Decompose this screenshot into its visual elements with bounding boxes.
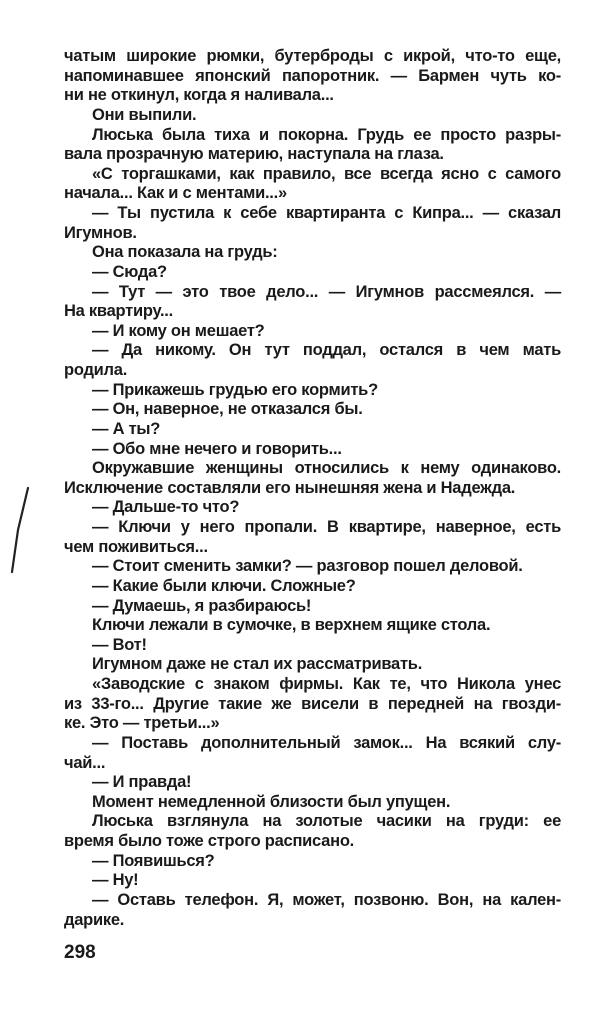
page-number: 298 bbox=[64, 942, 96, 963]
text-line: — Ну! bbox=[92, 871, 139, 890]
text-line: Момент немедленной близости был упущен. bbox=[92, 792, 451, 811]
text-line: ке. Это — третьи...» bbox=[64, 714, 220, 733]
text-line: вала прозрачную материю, наступала на глаза. bbox=[64, 145, 444, 164]
text-line: дарике. bbox=[64, 910, 125, 929]
text-line: Они выпили. bbox=[92, 105, 197, 124]
text-line: ни не откинул, когда я наливала... bbox=[64, 86, 334, 105]
text-line: напоминавшее японский папоротник. — Бармен чуть ко- bbox=[64, 66, 561, 85]
text-line: время было тоже строго расписано. bbox=[64, 832, 354, 850]
text-line: — Думаешь, я разбираюсь! bbox=[92, 596, 312, 615]
text-line: родила. bbox=[64, 361, 128, 379]
text-line: На квартиру... bbox=[64, 302, 173, 321]
text-line: — Обо мне нечего и говорить... bbox=[92, 439, 342, 458]
text-line: — Стоит сменить замки? — разговор пошел деловой. bbox=[92, 557, 523, 576]
text-line: Окружавшие женщины относились к нему одинаково. bbox=[92, 459, 561, 478]
text-line: Ключи лежали в сумочке, в верхнем ящике стола. bbox=[92, 616, 491, 635]
text-line: Игумном даже не стал их рассматривать. bbox=[92, 655, 423, 674]
text-line: Исключение составляли его нынешняя жена и Надежда. bbox=[64, 478, 516, 497]
text-line: из 33-го... Другие такие же висели в передней на гвозди- bbox=[64, 694, 561, 713]
text-line: — Какие были ключи. Сложные? bbox=[92, 576, 356, 595]
text-line: — А ты? bbox=[92, 419, 161, 438]
text-line: — Ключи у него пропали. В квартире, наверное, есть bbox=[92, 518, 561, 536]
text-line: «С торгашками, как правило, все всегда ясно с самого bbox=[92, 164, 561, 183]
text-line: — Сюда? bbox=[92, 262, 167, 281]
text-line: — Оставь телефон. Я, может, позвоню. Вон, на кален- bbox=[92, 890, 561, 909]
page-body-text bbox=[64, 47, 561, 930]
text-line: — Дальше-то что? bbox=[92, 498, 240, 517]
text-line: — Ты пустила к себе квартиранта с Кипра... — сказал bbox=[92, 204, 561, 222]
text-line: — И правда! bbox=[92, 773, 192, 792]
text-line: — Да никому. Он тут поддал, остался в чем мать bbox=[92, 341, 561, 360]
text-line: Она показала на грудь: bbox=[92, 243, 278, 262]
text-line: чай... bbox=[64, 753, 106, 772]
text-line: чем поживиться... bbox=[64, 537, 208, 556]
text-line: — Появишься? bbox=[92, 851, 215, 870]
text-line: начала... Как и с ментами...» bbox=[64, 184, 287, 203]
text-line: — Поставь дополнительный замок... На всякий слу- bbox=[92, 733, 561, 752]
text-line: Люська была тиха и покорна. Грудь ее просто разры- bbox=[92, 125, 561, 144]
text-line: — И кому он мешает? bbox=[92, 321, 265, 340]
text-line: — Прикажешь грудью его кормить? bbox=[92, 380, 378, 399]
text-line: Люська взглянула на золотые часики на груди: ее bbox=[92, 812, 561, 831]
text-line: Игумнов. bbox=[64, 223, 137, 242]
pencil-margin-mark bbox=[0, 480, 40, 580]
text-line: — Он, наверное, не отказался бы. bbox=[92, 400, 363, 419]
text-line: — Тут — это твое дело... — Игумнов рассмеялся. — bbox=[92, 282, 561, 301]
text-line: «Заводские с знаком фирмы. Как те, что Никола унес bbox=[92, 675, 561, 693]
text-line: чатым широкие рюмки, бутерброды с икрой, что-то еще, bbox=[64, 47, 561, 65]
text-line: — Вот! bbox=[92, 635, 147, 654]
